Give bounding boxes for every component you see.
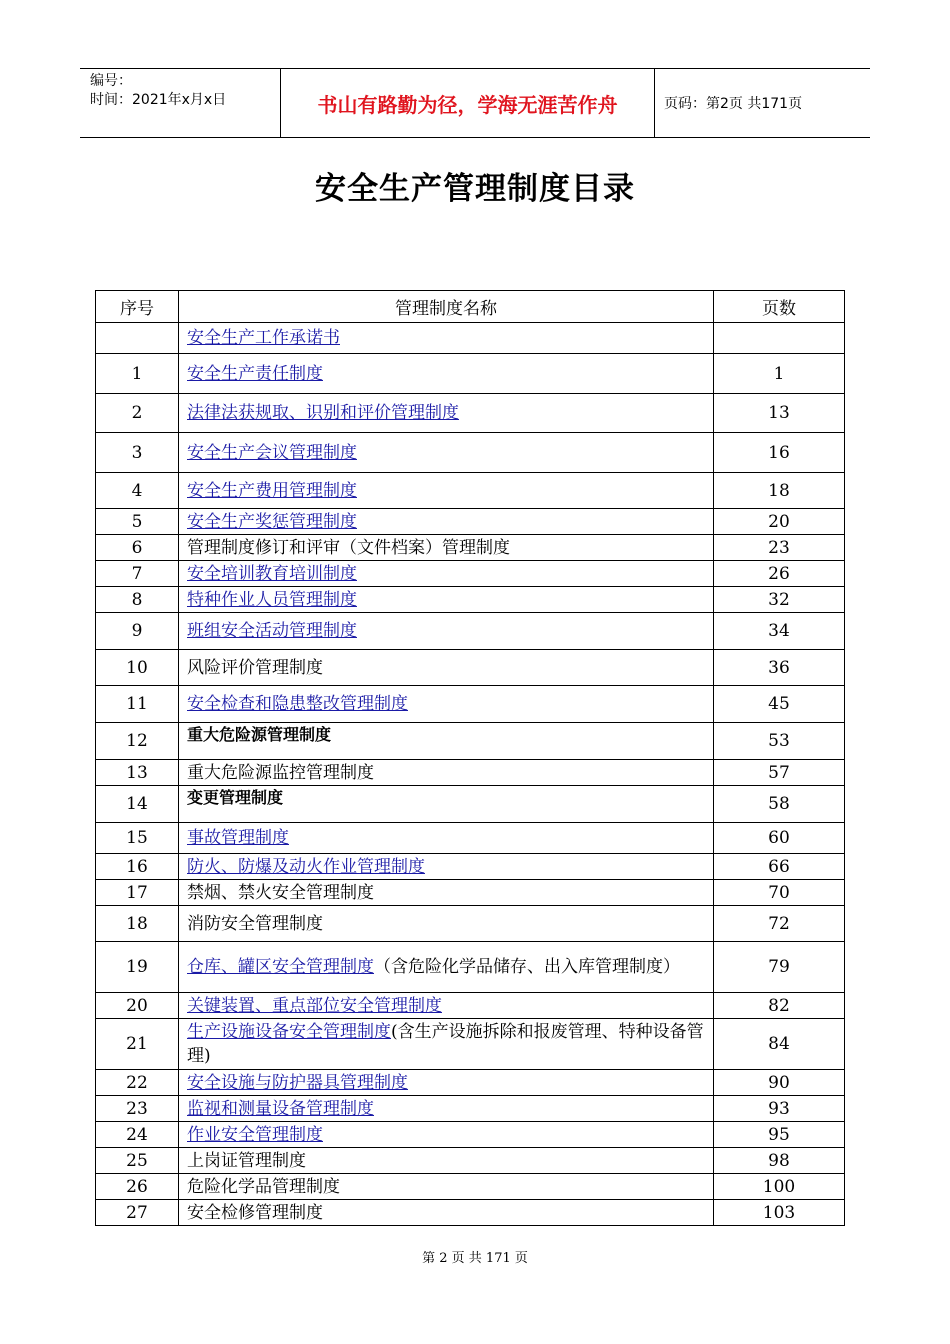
toc-row	[96, 686, 845, 723]
toc-title: 重大危险源监控管理制度	[187, 762, 374, 783]
toc-row-page: 82	[714, 993, 845, 1019]
toc-row	[96, 433, 845, 473]
toc-row-page: 18	[714, 473, 845, 509]
toc-row-number: 8	[96, 587, 179, 613]
toc-row-page: 58	[714, 786, 845, 823]
toc-row	[96, 323, 845, 354]
toc-row-number: 18	[96, 906, 179, 942]
toc-row-number: 16	[96, 854, 179, 880]
toc-title: 危险化学品管理制度	[187, 1176, 340, 1197]
toc-row-name-cell	[179, 686, 714, 723]
toc-link[interactable]: 安全生产责任制度	[187, 363, 323, 384]
page-footer: 第 2 页 共 171 页	[422, 1251, 528, 1266]
toc-row	[96, 1122, 845, 1148]
toc-title: 管理制度修订和评审（文件档案）管理制度	[187, 537, 510, 558]
toc-row-number: 1	[96, 354, 179, 394]
toc-row-name-cell	[179, 854, 714, 880]
toc-title: 重大危险源管理制度	[187, 725, 332, 744]
toc-row-name-cell	[179, 823, 714, 854]
toc-row-page: 13	[714, 394, 845, 433]
toc-row-page: 90	[714, 1070, 845, 1096]
toc-title: 消防安全管理制度	[187, 913, 323, 934]
toc-row-name-cell	[179, 1070, 714, 1096]
toc-row-page: 1	[714, 354, 845, 394]
toc-row	[96, 880, 845, 906]
toc-title-note: (含生产设施拆除和报废管理、特种设备管理)	[187, 1022, 704, 1066]
toc-link[interactable]: 安全生产会议管理制度	[187, 442, 357, 463]
toc-link[interactable]: 法律法获规取、识别和评价管理制度	[187, 403, 459, 423]
toc-row-name-cell	[179, 587, 714, 613]
toc-row-number: 27	[96, 1200, 179, 1226]
toc-row-name-cell	[179, 786, 714, 823]
toc-link[interactable]: 特种作业人员管理制度	[187, 589, 357, 610]
toc-row-page: 53	[714, 723, 845, 760]
toc-row	[96, 650, 845, 686]
toc-row-name-cell	[179, 1200, 714, 1226]
toc-link[interactable]: 安全培训教育培训制度	[187, 563, 357, 584]
toc-row-number: 5	[96, 509, 179, 535]
toc-link[interactable]: 仓库、罐区安全管理制度	[187, 957, 374, 977]
toc-table	[95, 290, 845, 1226]
toc-row-number: 9	[96, 613, 179, 650]
toc-link[interactable]: 安全设施与防护器具管理制度	[187, 1072, 408, 1093]
toc-row-name-cell	[179, 1096, 714, 1122]
toc-row	[96, 786, 845, 823]
toc-row-page: 79	[714, 942, 845, 993]
toc-row-number: 2	[96, 394, 179, 433]
toc-row	[96, 1148, 845, 1174]
toc-row-name-cell	[179, 354, 714, 394]
toc-row-name-cell	[179, 942, 714, 993]
toc-title-note: （含危险化学品储存、出入库管理制度）	[374, 957, 680, 977]
toc-row-name-cell	[179, 760, 714, 786]
doc-date-label: 时间：2021年x月x日	[90, 92, 227, 108]
toc-row-name-cell	[179, 433, 714, 473]
toc-row	[96, 1174, 845, 1200]
toc-row	[96, 993, 845, 1019]
toc-row-page	[714, 323, 845, 354]
toc-row-page: 70	[714, 880, 845, 906]
toc-link[interactable]: 生产设施设备安全管理制度	[187, 1022, 391, 1042]
column-header-name: 管理制度名称	[179, 291, 714, 323]
toc-row-page: 98	[714, 1148, 845, 1174]
toc-row	[96, 823, 845, 854]
toc-row	[96, 760, 845, 786]
page-title: 安全生产管理制度目录	[315, 171, 635, 207]
toc-title: 禁烟、禁火安全管理制度	[187, 882, 374, 903]
toc-row-name-cell	[179, 650, 714, 686]
toc-title: 安全检修管理制度	[187, 1202, 323, 1223]
toc-row-number: 3	[96, 433, 179, 473]
toc-row	[96, 906, 845, 942]
toc-link[interactable]: 防火、防爆及动火作业管理制度	[187, 856, 425, 877]
toc-row-number: 7	[96, 561, 179, 587]
toc-row-name-cell	[179, 1148, 714, 1174]
toc-row-page: 103	[714, 1200, 845, 1226]
toc-row-page: 66	[714, 854, 845, 880]
toc-row-name-cell	[179, 613, 714, 650]
toc-link[interactable]: 安全检查和隐患整改管理制度	[187, 694, 408, 714]
toc-row-number: 24	[96, 1122, 179, 1148]
toc-row-name-cell	[179, 323, 714, 354]
toc-row-number: 22	[96, 1070, 179, 1096]
toc-row-page: 36	[714, 650, 845, 686]
toc-row-page: 26	[714, 561, 845, 587]
toc-body	[96, 323, 845, 1226]
toc-header-row	[96, 291, 845, 323]
toc-title: 上岗证管理制度	[187, 1150, 306, 1171]
toc-row	[96, 942, 845, 993]
toc-row-name-cell	[179, 1019, 714, 1070]
toc-row	[96, 354, 845, 394]
toc-row-page: 23	[714, 535, 845, 561]
toc-row-number: 17	[96, 880, 179, 906]
toc-row	[96, 561, 845, 587]
toc-row-page: 16	[714, 433, 845, 473]
toc-row-name-cell	[179, 394, 714, 433]
toc-row-number: 11	[96, 686, 179, 723]
toc-row	[96, 1070, 845, 1096]
header-meta	[80, 69, 281, 137]
toc-row-page: 32	[714, 587, 845, 613]
toc-row-name-cell	[179, 906, 714, 942]
toc-row-number: 12	[96, 723, 179, 760]
toc-row-number: 25	[96, 1148, 179, 1174]
toc-row-number: 6	[96, 535, 179, 561]
toc-link[interactable]: 安全生产费用管理制度	[187, 480, 357, 501]
toc-row-number: 13	[96, 760, 179, 786]
header-slogan: 书山有路勤为径，学海无涯苦作舟	[281, 69, 655, 137]
column-header-number: 序号	[96, 291, 179, 323]
toc-row	[96, 1096, 845, 1122]
toc-row-page: 95	[714, 1122, 845, 1148]
toc-row-page: 57	[714, 760, 845, 786]
toc-row-number: 20	[96, 993, 179, 1019]
toc-row-name-cell	[179, 880, 714, 906]
toc-link[interactable]: 关键装置、重点部位安全管理制度	[187, 995, 442, 1016]
toc-row-page: 93	[714, 1096, 845, 1122]
toc-row	[96, 473, 845, 509]
toc-row	[96, 854, 845, 880]
toc-row-page: 60	[714, 823, 845, 854]
toc-row-page: 100	[714, 1174, 845, 1200]
toc-row-name-cell	[179, 561, 714, 587]
toc-row-page: 45	[714, 686, 845, 723]
toc-row-number: 4	[96, 473, 179, 509]
doc-number-label: 编号：	[90, 73, 132, 89]
toc-link[interactable]: 班组安全活动管理制度	[187, 621, 357, 641]
toc-row-name-cell	[179, 723, 714, 760]
toc-link[interactable]: 安全生产工作承诺书	[187, 328, 340, 348]
toc-row-number	[96, 323, 179, 354]
toc-row	[96, 394, 845, 433]
toc-row-number: 21	[96, 1019, 179, 1070]
toc-link[interactable]: 事故管理制度	[187, 828, 289, 848]
toc-link[interactable]: 作业安全管理制度	[187, 1124, 323, 1145]
toc-link[interactable]: 监视和测量设备管理制度	[187, 1098, 374, 1119]
toc-link[interactable]: 安全生产奖惩管理制度	[187, 511, 357, 532]
toc-row-name-cell	[179, 1174, 714, 1200]
toc-row	[96, 1019, 845, 1070]
toc-row-name-cell	[179, 473, 714, 509]
toc-row-page: 72	[714, 906, 845, 942]
toc-row-name-cell	[179, 1122, 714, 1148]
toc-row-page: 20	[714, 509, 845, 535]
toc-row-number: 15	[96, 823, 179, 854]
toc-title: 变更管理制度	[187, 788, 284, 807]
toc-row-page: 34	[714, 613, 845, 650]
toc-row-page: 84	[714, 1019, 845, 1070]
toc-row-name-cell	[179, 509, 714, 535]
toc-row	[96, 535, 845, 561]
toc-row-number: 14	[96, 786, 179, 823]
toc-row	[96, 1200, 845, 1226]
toc-row	[96, 723, 845, 760]
toc-row-number: 26	[96, 1174, 179, 1200]
column-header-pages: 页数	[714, 291, 845, 323]
toc-row-name-cell	[179, 535, 714, 561]
header-page-info: 页码：第2页 共171页	[664, 96, 803, 112]
toc-row-number: 19	[96, 942, 179, 993]
page-header	[80, 68, 870, 138]
toc-row	[96, 509, 845, 535]
toc-row	[96, 587, 845, 613]
toc-row-name-cell	[179, 993, 714, 1019]
toc-title: 风险评价管理制度	[187, 657, 323, 678]
toc-row-number: 23	[96, 1096, 179, 1122]
toc-row	[96, 613, 845, 650]
toc-row-number: 10	[96, 650, 179, 686]
